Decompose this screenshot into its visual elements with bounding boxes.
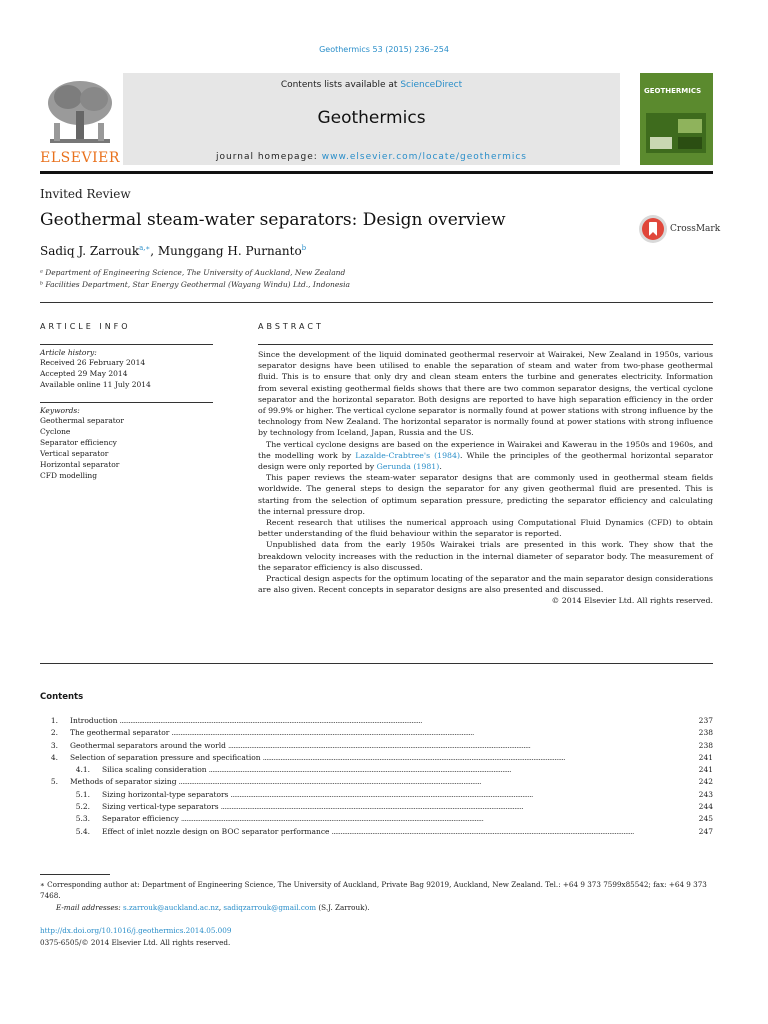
keywords-rule (40, 402, 213, 403)
email-note (40, 903, 713, 914)
toc-entry[interactable] (40, 716, 713, 728)
toc-entry[interactable] (40, 741, 713, 753)
abstract-paragraph (258, 439, 713, 473)
toc-leader-dots (331, 827, 685, 836)
abstract-divider (40, 663, 713, 664)
abstract-paragraph: This paper reviews the steam-water separator designs that are commonly used in geothermal steam fields worldwide. The general steps to design the separator for any given geothermal fluid are presented. This is starting from the selection of optimum separation pressure, predicting the separator efficiency and calculating the internal pressure drop. (258, 473, 713, 516)
abstract-paragraph: Unpublished data from the early 1950s Wairakei trials are presented in this work. They show that the breakdown velocity increases with the reduction in the internal diameter of separator body. The measurement of the separator efficiency is also discussed. (258, 540, 713, 572)
homepage-link[interactable]: www.elsevier.com/locate/geothermics (321, 152, 527, 162)
toc-page-number: 237 (698, 716, 713, 725)
toc-title[interactable]: Selection of separation pressure and specification (70, 752, 261, 762)
abstract-text: . (439, 462, 442, 472)
toc-entry[interactable] (40, 765, 713, 777)
keyword: Geothermal separator (40, 416, 124, 425)
toc-entry[interactable] (40, 814, 713, 826)
toc-entry[interactable] (40, 728, 713, 740)
email-suffix: (S.J. Zarrouk). (316, 903, 370, 912)
toc-title[interactable]: Introduction (70, 716, 118, 725)
history-online: Available online 11 July 2014 (40, 380, 151, 389)
abstract-heading: ABSTRACT (258, 322, 324, 331)
toc-number: 5.4. (75, 826, 90, 836)
corresponding-author-note: ∗ Corresponding author at: Department of Engineering Science, The University of Auckland, Private Bag 92019, Auckland, New Zealand. Tel.: +64 9 373 7599x85542; fax: +64 9 373 7468. (40, 880, 707, 900)
toc-number: 1. (50, 716, 58, 725)
abstract-copyright: © 2014 Elsevier Ltd. All rights reserved. (551, 596, 713, 606)
toc-page-number: 241 (698, 765, 713, 775)
crossmark-badge[interactable] (638, 214, 721, 244)
abstract-paragraph: Practical design aspects for the optimum locating of the separator and the main separator design considerations are also given. Recent concepts in separator designs are also presented and discussed. (258, 574, 713, 595)
toc-leader-dots (171, 728, 685, 737)
article-type: Invited Review (40, 187, 131, 201)
toc-page-number: 238 (698, 740, 713, 750)
keyword: Vertical separator (40, 449, 109, 458)
toc-entry[interactable] (40, 827, 713, 839)
toc-number: 4. (50, 752, 58, 762)
elsevier-wordmark: ELSEVIER (40, 150, 120, 166)
toc-entry[interactable] (40, 777, 713, 789)
abstract-text: The vertical cyclone designs are based on the experience in Wairakei and Kawerau in the 1950s and 1960s, and the modelling work by (258, 439, 713, 460)
keyword: CFD modelling (40, 471, 98, 480)
footnote-rule (40, 874, 110, 875)
contents-prefix: Contents lists available at (280, 80, 401, 90)
abstract-paragraph: Recent research that utilises the numerical approach using Computational Fluid Dynamics (CFD) to obtain better understanding of the fluid behaviour within the separator is reported. (258, 518, 713, 539)
toc-leader-dots (181, 814, 685, 823)
homepage-prefix: journal homepage: (215, 152, 322, 162)
abstract-rule (258, 344, 713, 345)
toc-leader-dots (120, 716, 686, 725)
author-affiliation-marker[interactable]: a,∗ (139, 244, 151, 252)
reference-link[interactable]: Lazalde-Crabtree's (1984) (355, 450, 460, 460)
journal-citation[interactable]: Geothermics 53 (2015) 236–254 (319, 45, 449, 54)
journal-name: Geothermics (317, 108, 426, 128)
abstract-text: . While the principles of the geothermal horizontal separator design were only reported by (258, 450, 713, 472)
author-affiliation-marker[interactable]: b (301, 244, 307, 252)
keyword: Horizontal separator (40, 460, 120, 469)
toc-number: 5.1. (75, 789, 90, 799)
keyword: Cyclone (40, 427, 71, 436)
toc-leader-dots (179, 777, 685, 786)
toc-leader-dots (228, 741, 685, 750)
keywords-label: Keywords: (40, 406, 80, 415)
affiliation-a: ᵃ Department of Engineering Science, The University of Auckland, New Zealand (40, 268, 346, 277)
email-link[interactable]: sadiqzarrouk@gmail.com (223, 903, 317, 912)
toc-leader-dots (230, 790, 685, 799)
toc-entry[interactable] (40, 790, 713, 802)
cover-title: GEOTHERMICS (644, 87, 702, 95)
toc-entry[interactable] (40, 802, 713, 814)
article-history-label: Article history: (40, 348, 97, 357)
keyword: Separator efficiency (40, 438, 117, 447)
contents-available-line (123, 80, 620, 90)
author-list (40, 244, 306, 258)
toc-page-number: 238 (698, 728, 713, 738)
toc-page-number: 245 (698, 814, 713, 824)
toc-title[interactable]: Sizing horizontal-type separators (102, 789, 229, 799)
sciencedirect-link[interactable]: ScienceDirect (400, 80, 463, 90)
toc-title[interactable]: The geothermal separator (70, 728, 170, 738)
history-accepted: Accepted 29 May 2014 (40, 369, 128, 378)
toc-number: 5.3. (75, 814, 90, 824)
article-title: Geothermal steam-water separators: Design overview (40, 210, 506, 230)
email-separator: , (218, 903, 224, 912)
history-received: Received 26 February 2014 (40, 358, 146, 367)
crossmark-label: CrossMark (670, 224, 721, 234)
email-link[interactable]: s.zarrouk@auckland.ac.nz (123, 903, 219, 912)
toc-number: 2. (50, 728, 58, 738)
toc-page-number: 247 (698, 826, 713, 836)
table-of-contents (40, 716, 713, 839)
issn-copyright: 0375-6505/© 2014 Elsevier Ltd. All rights reserved. (40, 938, 231, 947)
author-name[interactable]: Munggang H. Purnanto (157, 244, 302, 258)
author-separator: , (150, 244, 158, 258)
author-name[interactable]: Sadiq J. Zarrouk (40, 244, 140, 258)
toc-number: 3. (50, 740, 58, 750)
toc-page-number: 243 (698, 789, 713, 799)
article-info-heading: ARTICLE INFO (40, 322, 131, 331)
abstract-paragraph: Since the development of the liquid dominated geothermal reservoir at Wairakei, New Zealand in 1950s, various separator designs have been utilised to enable the separation of steam and water from two-phase geothermal fluid. This is to ensure that only dry and clean steam enters the turbine and generates electricity. Information from several existing geothermal fields shows that there are two common separator designs, the vertical cyclone separator and the horizontal separator. Both designs are reported to have high separation efficiency in the order of 99.9% or higher. The vertical cyclone separator is normally found at power stations with strong influence by the technology from New Zealand. The horizontal separator is normally found at power stations with strong influence by technology from Iceland, Japan, Russia and the US. (258, 350, 713, 438)
journal-cover-image (640, 73, 713, 165)
doi-link[interactable]: http://dx.doi.org/10.1016/j.geothermics.2014.05.009 (40, 926, 232, 935)
toc-page-number: 244 (698, 802, 713, 812)
toc-leader-dots (209, 765, 685, 774)
toc-number: 5.2. (75, 802, 90, 812)
email-label: E-mail addresses: (56, 903, 123, 912)
reference-link[interactable]: Gerunda (1981) (376, 462, 440, 472)
toc-page-number: 241 (698, 752, 713, 762)
front-matter-divider (40, 302, 713, 303)
toc-title[interactable]: Methods of separator sizing (70, 777, 177, 787)
toc-title[interactable]: Separator efficiency (102, 814, 179, 824)
toc-title[interactable]: Geothermal separators around the world (70, 740, 226, 750)
toc-title[interactable]: Sizing vertical-type separators (102, 802, 219, 812)
journal-homepage-line (123, 152, 620, 162)
crossmark-icon (638, 214, 668, 244)
toc-title[interactable]: Silica scaling consideration (102, 765, 207, 775)
header-divider (40, 171, 713, 174)
toc-title[interactable]: Effect of inlet nozzle design on BOC separator performance (102, 826, 330, 836)
toc-number: 5. (50, 777, 58, 787)
toc-entry[interactable] (40, 753, 713, 765)
abstract-body (258, 349, 713, 607)
toc-leader-dots (263, 753, 685, 762)
article-info-rule (40, 344, 213, 345)
toc-page-number: 242 (698, 777, 713, 787)
contents-heading: Contents (40, 692, 84, 702)
toc-number: 4.1. (75, 765, 90, 775)
toc-leader-dots (221, 802, 685, 811)
affiliation-b: ᵇ Facilities Department, Star Energy Geothermal (Wayang Windu) Ltd., Indonesia (40, 280, 351, 289)
